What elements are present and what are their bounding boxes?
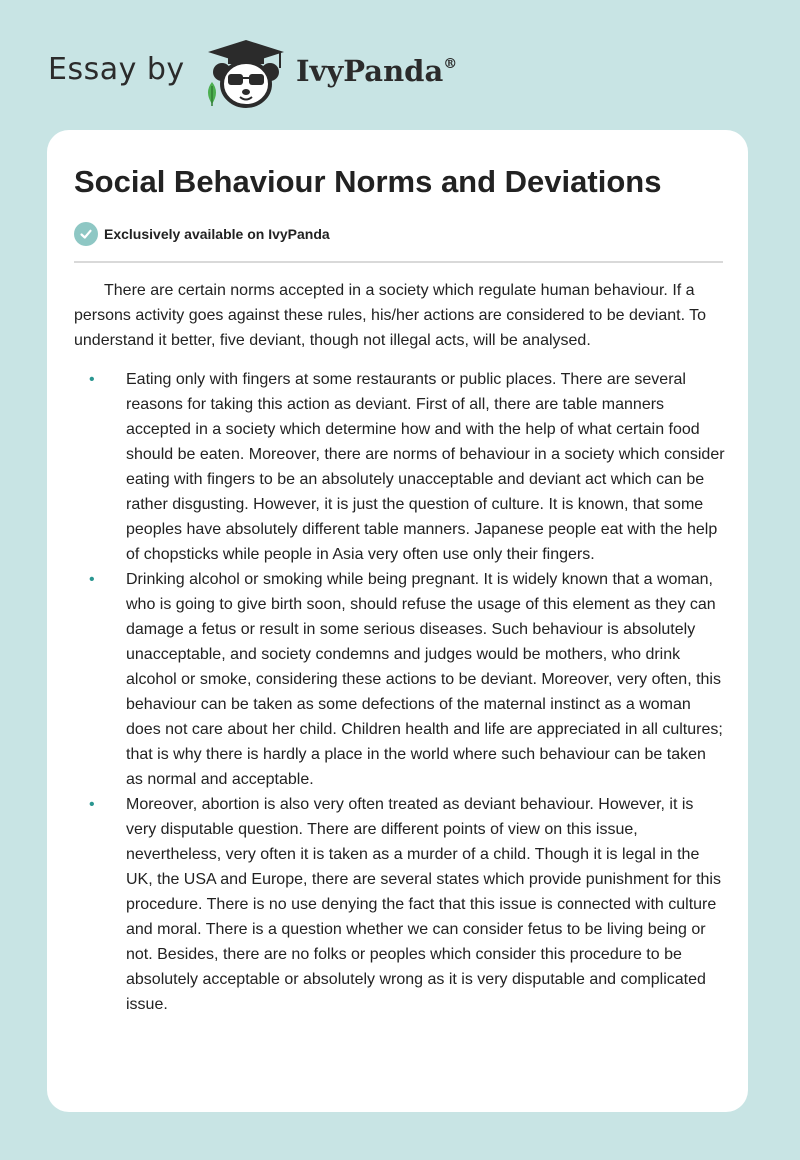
list-item-text: Moreover, abortion is also very often treated as deviant behaviour. However, it is very disputable question. There are different points of view on this issue, nevertheless, very often it is taken as a murder of a child. Though it is legal in the UK, the USA and Europe, there are several states which provide punishment for this procedure. There is no use denying the fact that this issue is connected with culture and moral. There is a question whether we can consider fetus to be living being or not. Besides, there are no folks or peoples which consider this procedure to be absolutely acceptable or absolutely wrong as it is very disputable and complicated issue. (126, 796, 721, 1013)
bullet-icon: • (89, 571, 95, 588)
brand-text: IvyPanda (296, 54, 444, 88)
list-item (74, 367, 726, 567)
exclusive-badge (74, 222, 330, 246)
divider (74, 261, 723, 263)
check-icon (74, 222, 98, 246)
essay-card (47, 130, 748, 1112)
bullet-icon: • (89, 796, 95, 813)
registered-mark: ® (443, 56, 458, 72)
bullet-icon: • (89, 371, 95, 388)
brand-name[interactable] (296, 54, 457, 88)
site-header (0, 0, 800, 130)
intro-paragraph: There are certain norms accepted in a society which regulate human behaviour. If a persons activity goes against these rules, his/her actions are considered to be deviant. To understand it better, five deviant, though not illegal acts, will be analysed. (74, 282, 707, 349)
essay-by-label: Essay by (48, 52, 185, 87)
panda-graduate-logo-icon[interactable] (200, 36, 292, 108)
page-title: Social Behaviour Norms and Deviations (74, 164, 662, 199)
badge-text: Exclusively available on IvyPanda (104, 226, 330, 242)
list-item-text: Eating only with fingers at some restaurants or public places. There are several reasons for taking this action as deviant. First of all, there are table manners accepted in a society which determine how and with the help of what certain food should be eaten. Moreover, there are norms of behaviour in a society which consider eating with fingers to be an absolutely unacceptable and deviant act which can be rather disgusting. However, it is just the question of culture. It is known, that some peoples have absolutely different table manners. Japanese people eat with the help of chopsticks while people in Asia very often use only their fingers. (126, 371, 725, 563)
deviant-acts-list (74, 367, 726, 1017)
list-item (74, 567, 726, 792)
list-item-text: Drinking alcohol or smoking while being pregnant. It is widely known that a woman, who is going to give birth soon, should refuse the usage of this element as they can damage a fetus or result in some serious diseases. Such behaviour is absolutely unacceptable, and society condemns and judges would be mothers, who drink alcohol or smoke, considering these actions to be deviant. Moreover, very often, this behaviour can be taken as some defections of the maternal instinct as a woman does not care about her child. Children health and life are appreciated in all cultures; that is why there is hardly a place in the world where such behaviour can be taken as normal and acceptable. (126, 571, 723, 788)
essay-body (74, 278, 726, 1017)
list-item (74, 792, 726, 1017)
